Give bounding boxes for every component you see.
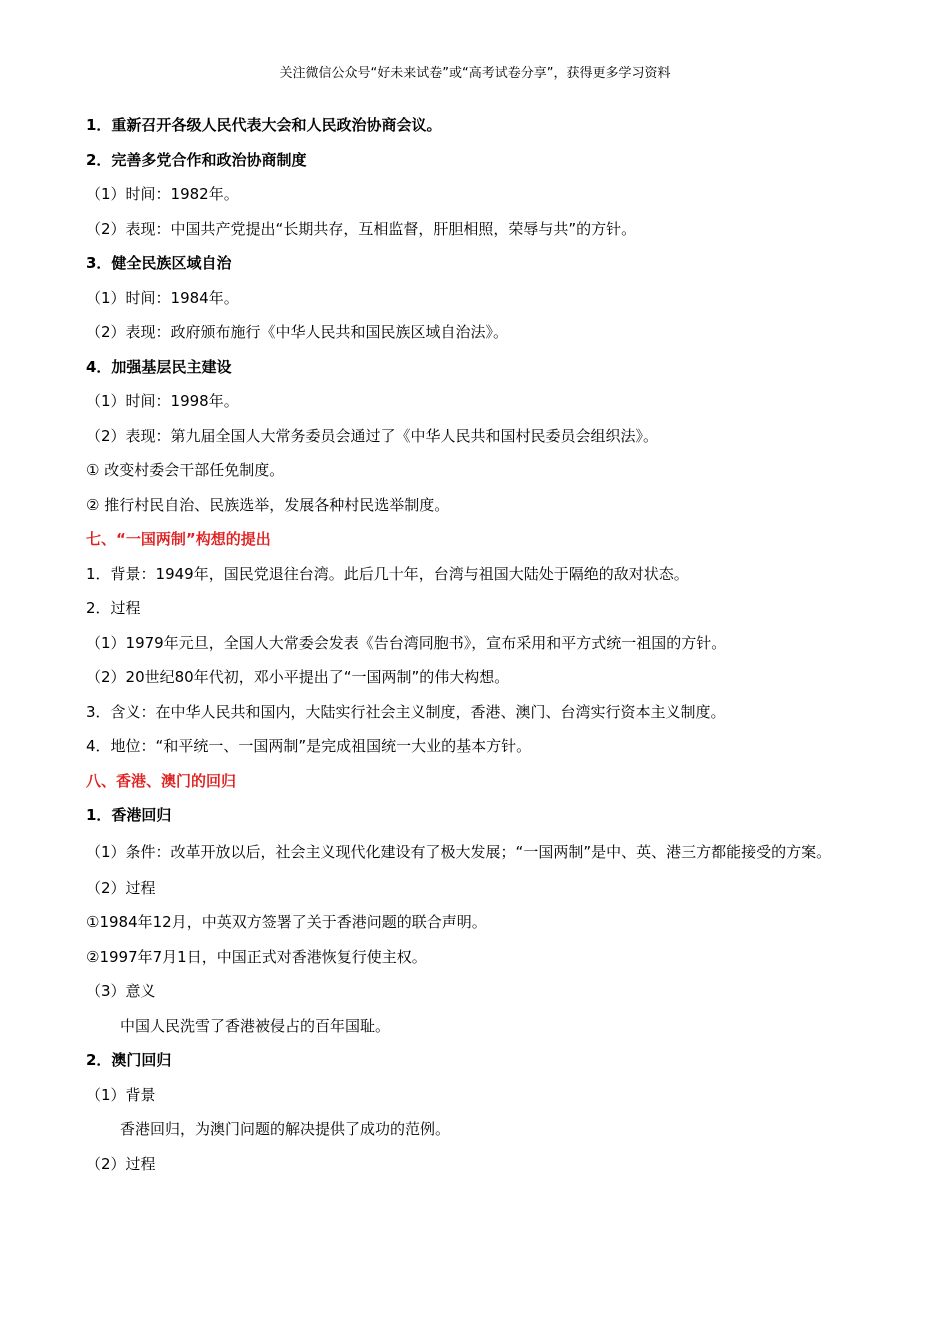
text-line: ②1997年7月1日，中国正式对香港恢复行使主权。: [86, 947, 427, 966]
text-line: （1）时间：1998年。: [86, 392, 239, 410]
heading-grassroots-democracy: 4．加强基层民主建设: [86, 357, 232, 376]
text-line: （1）时间：1982年。: [86, 185, 239, 203]
text-line: （2）过程: [86, 878, 156, 897]
document-body: [86, 108, 876, 1181]
text-line: （2）表现：政府颁布施行《中华人民共和国民族区域自治法》。: [86, 323, 509, 341]
text-line: ① 改变村委会干部任免制度。: [86, 461, 285, 479]
text-line: 3．含义：在中华人民共和国内，大陆实行社会主义制度，香港、澳门、台湾实行资本主义制度。: [86, 702, 726, 721]
text-line: 2．过程: [86, 599, 141, 617]
text-line: 4．地位：“和平统一、一国两制”是完成祖国统一大业的基本方针。: [86, 737, 532, 755]
text-line: （2）20世纪80年代初，邓小平提出了“一国两制”的伟大构想。: [86, 668, 510, 686]
text-paragraph: （1）条件：改革开放以后，社会主义现代化建设有了极大发展；“一国两制”是中、英、港三方都能接受的方案。: [86, 842, 832, 861]
text-line: （3）意义: [86, 982, 156, 1000]
text-line: ② 推行村民自治、民族选举，发展各种村民选举制度。: [86, 495, 450, 514]
text-line: （1）背景: [86, 1085, 156, 1104]
heading-macau-return: 2．澳门回归: [86, 1051, 172, 1069]
page-header: 关注微信公众号“好未来试卷”或“高考试卷分享”，获得更多学习资料: [279, 66, 671, 81]
text-line: 1．背景：1949年，国民党退往台湾。此后几十年，台湾与祖国大陆处于隔绝的敌对状态。: [86, 564, 689, 583]
heading-hong-kong-return: 1．香港回归: [86, 806, 172, 824]
heading-multi-party-cooperation: 2．完善多党合作和政治协商制度: [86, 150, 307, 169]
text-line: 香港回归，为澳门问题的解决提供了成功的范例。: [120, 1120, 451, 1138]
text-line: （1）时间：1984年。: [86, 288, 239, 307]
heading-ethnic-autonomy: 3．健全民族区域自治: [86, 254, 232, 272]
text-line: （1）1979年元旦，全国人大常委会发表《告台湾同胞书》，宣布采用和平方式统一祖国的方针。: [86, 633, 727, 652]
item-reconvene-congress: 1．重新召开各级人民代表大会和人民政治协商会议。: [86, 116, 442, 134]
text-line: （2）表现：中国共产党提出“长期共存，互相监督，肝胆相照，荣辱与共”的方针。: [86, 219, 637, 238]
text-line: （2）表现：第九届全国人大常务委员会通过了《中华人民共和国村民委员会组织法》。: [86, 426, 659, 445]
text-line: （2）过程: [86, 1154, 156, 1173]
section-heading-one-country-two-systems: 七、“一国两制”构想的提出: [86, 530, 271, 548]
section-heading-hk-macau-return: 八、香港、澳门的回归: [86, 771, 237, 790]
text-line: ①1984年12月，中英双方签署了关于香港问题的联合声明。: [86, 913, 487, 931]
text-line: 中国人民洗雪了香港被侵占的百年国耻。: [120, 1016, 391, 1035]
